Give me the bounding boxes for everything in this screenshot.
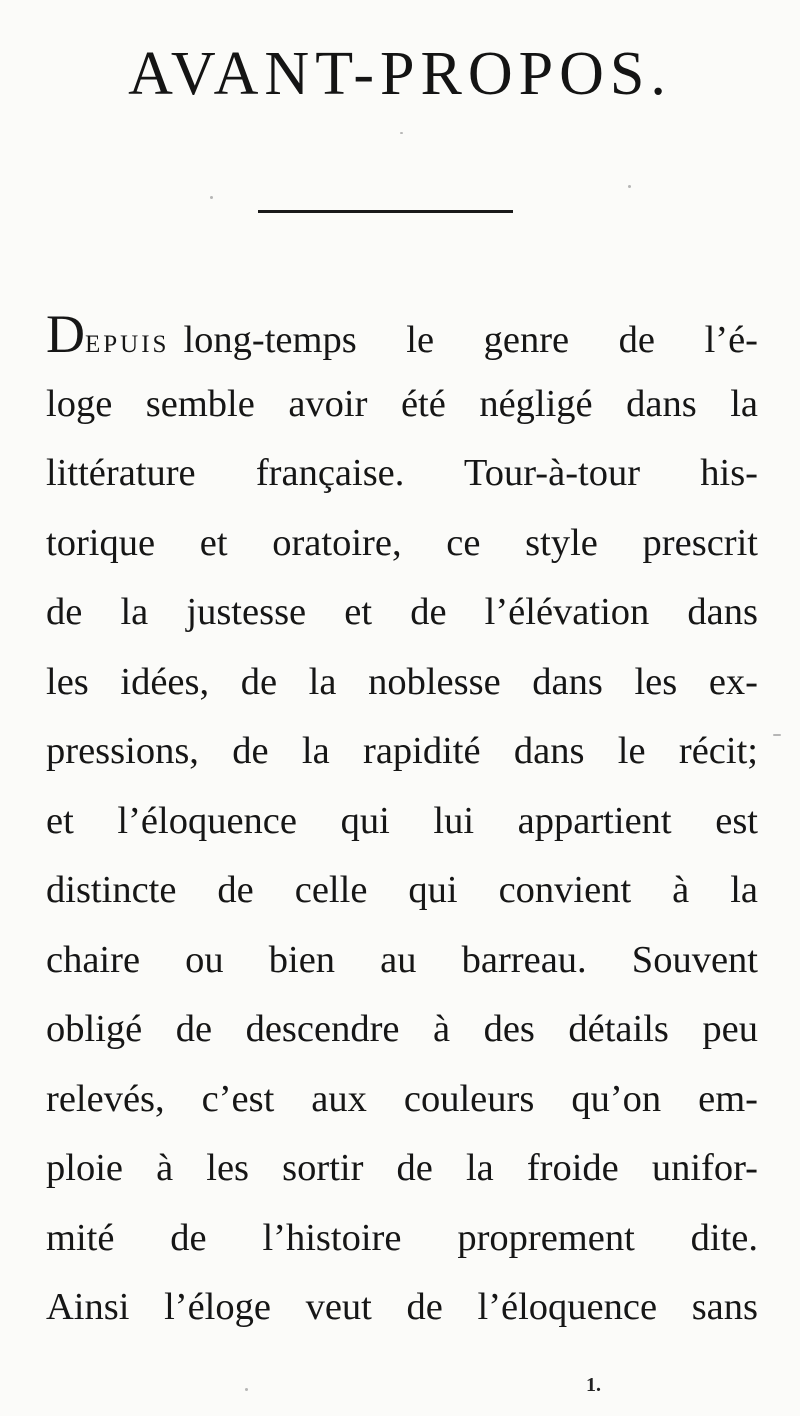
page-title: AVANT-PROPOS. (128, 40, 672, 108)
page-number: 1. (586, 1374, 601, 1396)
text-line: pressions, de la rapidité dans le récit; (46, 730, 758, 772)
text-line: chaire ou bien au barreau. Souvent (46, 938, 758, 981)
text-line: littérature française. Tour-à-tour his- (46, 452, 758, 494)
text-line: loge semble avoir été négligé dans la (46, 382, 758, 425)
text-line: distincte de celle qui convient à la (46, 869, 758, 911)
text-line-1 (46, 300, 758, 370)
text-line: ploie à les sortir de la froide unifor- (46, 1147, 758, 1189)
text-line: les idées, de la noblesse dans les ex- (46, 660, 758, 703)
text-line: relevés, c’est aux couleurs qu’on em- (46, 1077, 758, 1120)
text-line: mité de l’histoire proprement dite. (46, 1216, 758, 1259)
drop-initial: D (46, 304, 85, 364)
small-caps-word: EPUIS (85, 331, 170, 358)
text-line: torique et oratoire, ce style prescrit (46, 521, 758, 564)
body-text (46, 300, 758, 1343)
text-line: et l’éloquence qui lui appartient est (46, 799, 758, 842)
text-line: obligé de descendre à des détails peu (46, 1008, 758, 1050)
text-line: de la justesse et de l’élévation dans (46, 591, 758, 633)
first-line-rest: long-temps le genre de l’é- (183, 319, 758, 361)
text-line: Ainsi l’éloge veut de l’éloquence sans (46, 1286, 758, 1328)
title-rule (258, 210, 513, 213)
